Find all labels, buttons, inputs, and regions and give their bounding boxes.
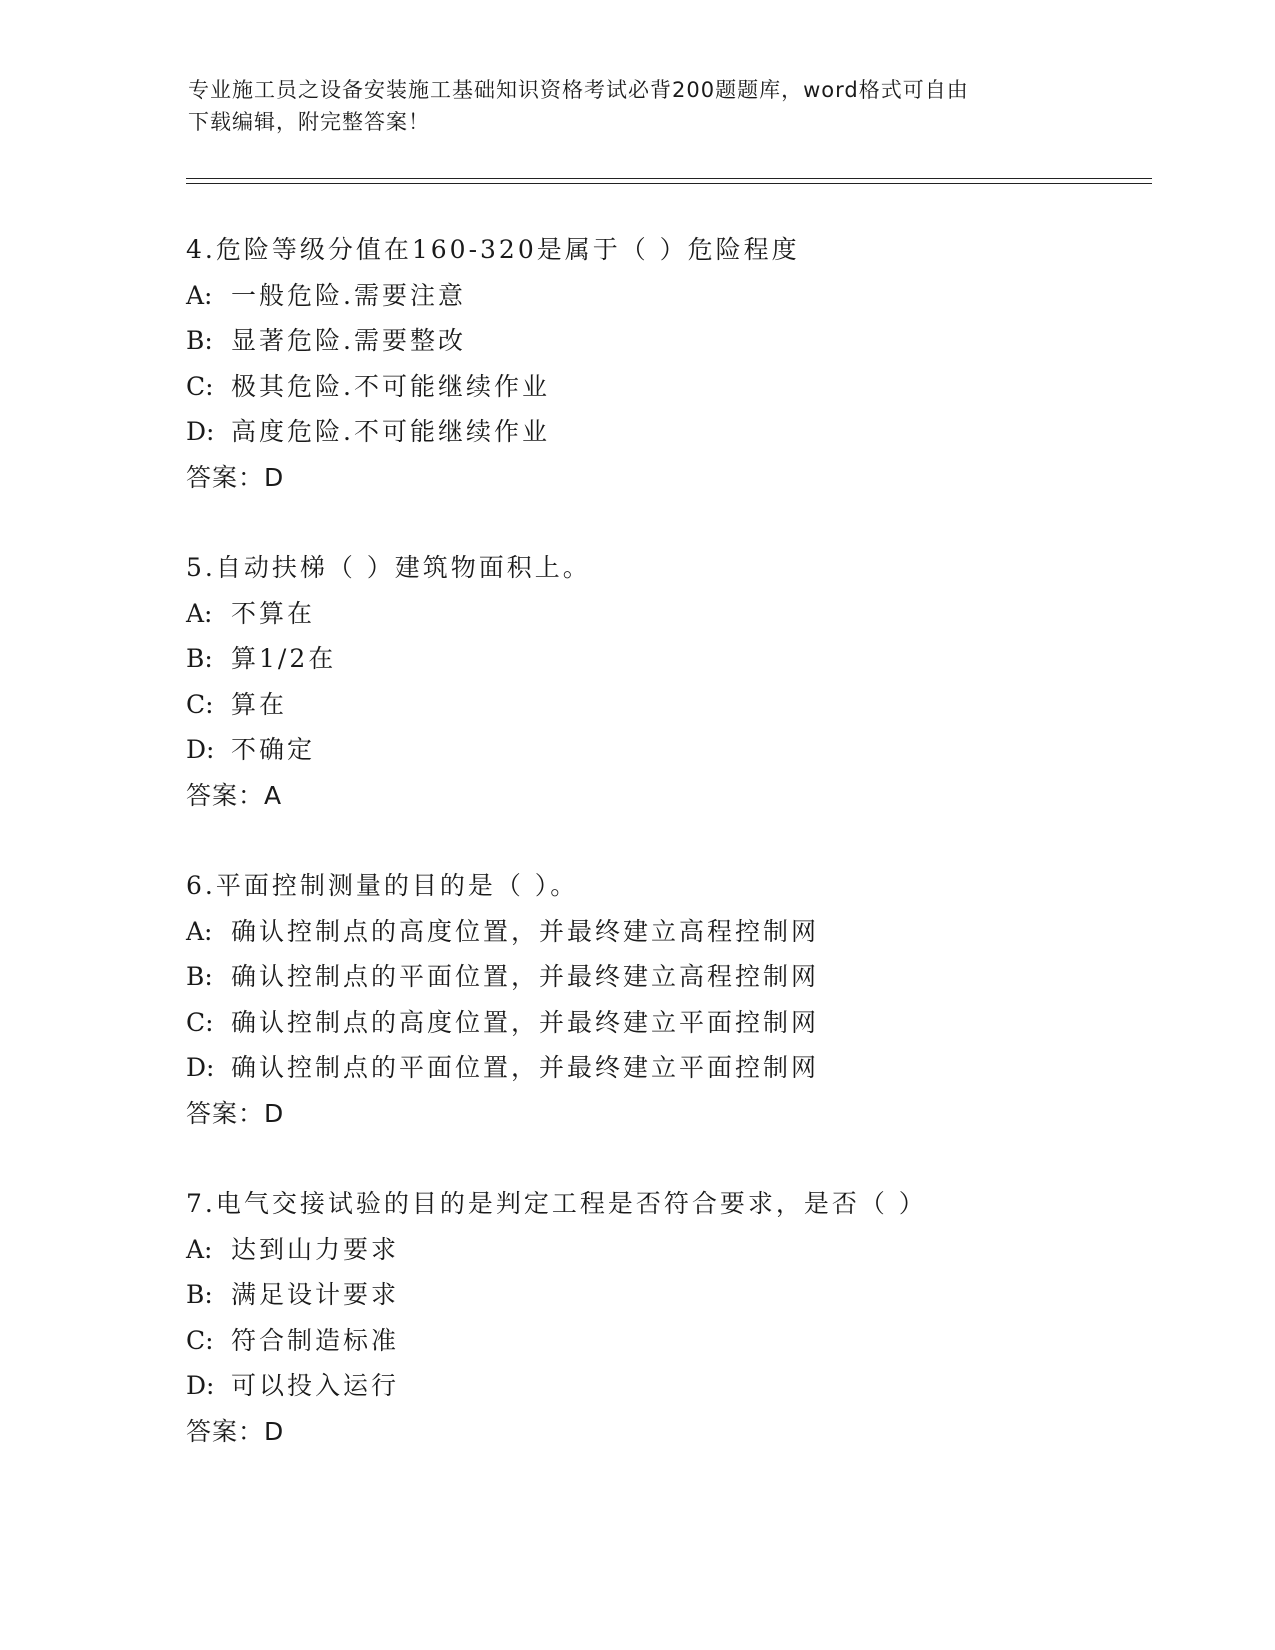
question-block <box>186 227 1146 500</box>
option-d <box>186 1363 1146 1409</box>
option-label: C: <box>186 371 214 401</box>
option-label: A: <box>186 598 213 628</box>
option-d <box>186 1045 1146 1091</box>
document-header <box>188 74 1088 138</box>
option-text: 一般危险.需要注意 <box>231 280 466 310</box>
option-label: D: <box>186 1053 215 1082</box>
option-c <box>186 1318 1146 1364</box>
option-label: C: <box>186 1007 214 1037</box>
option-d <box>186 727 1146 773</box>
option-label: A: <box>186 1234 213 1264</box>
option-text: 显著危险.需要整改 <box>231 326 466 355</box>
option-text: 确认控制点的平面位置，并最终建立高程控制网 <box>231 962 820 991</box>
option-text: 达到山力要求 <box>231 1234 400 1264</box>
option-label: B: <box>186 326 213 355</box>
option-label: B: <box>186 1280 213 1309</box>
option-label: C: <box>186 689 214 719</box>
header-rule-top <box>186 178 1152 179</box>
question-stem: 6.平面控制测量的目的是（ ）。 <box>186 871 579 900</box>
question-block <box>186 1181 1146 1454</box>
option-text: 算1/2在 <box>231 644 337 673</box>
option-label: D: <box>186 1371 215 1400</box>
option-b <box>186 954 1146 1000</box>
option-text: 确认控制点的高度位置，并最终建立平面控制网 <box>231 1007 820 1037</box>
option-c <box>186 682 1146 728</box>
option-label: B: <box>186 644 213 673</box>
option-a <box>186 591 1146 637</box>
option-d <box>186 409 1146 455</box>
option-label: D: <box>186 417 215 446</box>
option-text: 高度危险.不可能继续作业 <box>231 417 550 446</box>
answer-text: 答案：D <box>186 1416 285 1446</box>
question-stem: 4.危险等级分值在160-320是属于（ ）危险程度 <box>186 235 800 264</box>
option-text: 极其危险.不可能继续作业 <box>231 371 550 401</box>
answer-text: 答案：A <box>186 780 283 810</box>
option-text: 可以投入运行 <box>231 1371 400 1400</box>
question-stem: 5.自动扶梯（ ）建筑物面积上。 <box>186 553 591 582</box>
answer-text: 答案：D <box>186 462 285 492</box>
option-text: 不确定 <box>231 735 316 764</box>
option-text: 确认控制点的高度位置，并最终建立高程控制网 <box>231 916 820 946</box>
option-text: 确认控制点的平面位置，并最终建立平面控制网 <box>231 1053 820 1082</box>
option-label: D: <box>186 735 215 764</box>
option-b <box>186 636 1146 682</box>
option-text: 满足设计要求 <box>231 1280 400 1309</box>
header-line-2: 下载编辑，附完整答案！ <box>188 110 430 134</box>
option-c <box>186 1000 1146 1046</box>
option-b <box>186 318 1146 364</box>
option-a <box>186 1227 1146 1273</box>
header-rule-bottom <box>186 183 1152 184</box>
option-a <box>186 909 1146 955</box>
option-label: B: <box>186 962 213 991</box>
header-line-1: 专业施工员之设备安装施工基础知识资格考试必背200题题库，word格式可自由 <box>188 78 969 102</box>
option-text: 符合制造标准 <box>231 1325 400 1355</box>
question-block <box>186 545 1146 818</box>
answer-text: 答案：D <box>186 1098 285 1128</box>
question-stem: 7.电气交接试验的目的是判定工程是否符合要求，是否（ ） <box>186 1189 927 1218</box>
option-b <box>186 1272 1146 1318</box>
question-block <box>186 863 1146 1136</box>
option-label: A: <box>186 280 213 310</box>
option-text: 算在 <box>231 689 288 719</box>
option-c <box>186 364 1146 410</box>
option-label: C: <box>186 1325 214 1355</box>
option-label: A: <box>186 916 213 946</box>
option-a <box>186 273 1146 319</box>
option-text: 不算在 <box>231 598 316 628</box>
